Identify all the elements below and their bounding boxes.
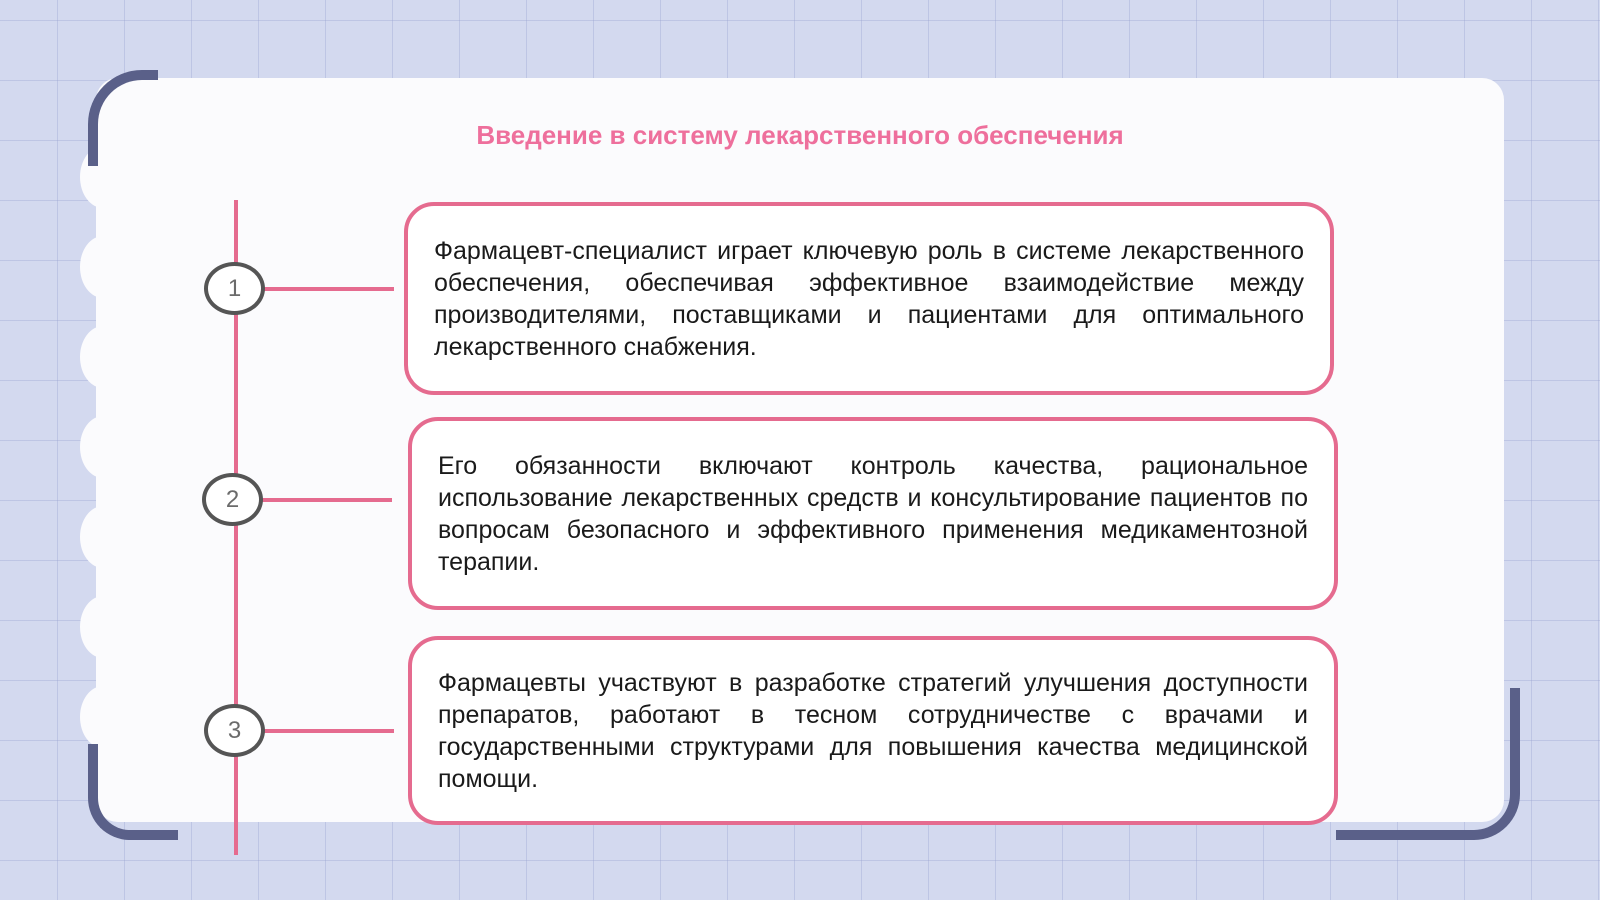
slide-title: Введение в систему лекарственного обеспечения <box>476 120 1124 150</box>
frame-corner-top-left <box>88 70 158 166</box>
step-number-2: 2 <box>202 473 263 526</box>
step-connector <box>264 729 394 733</box>
step-connector <box>262 498 392 502</box>
step-text-3: Фармацевты участвуют в разработке стратегий улучшения доступности препаратов, работают в тесном сотрудничестве с врачами и государственными структурами для повышения качества медицинской помощи. <box>438 668 1308 793</box>
step-text-1: Фармацевт-специалист играет ключевую роль в системе лекарственного обеспечения, обеспечивая эффективное взаимодействие между производителями, поставщиками и пациентами для оптимального лекарственного снабжения. <box>434 236 1304 361</box>
step-number-3: 3 <box>204 704 265 757</box>
card-edge-bump <box>80 326 126 388</box>
frame-corner-bottom-right <box>1336 688 1520 840</box>
card-edge-bump <box>80 236 126 298</box>
step-connector <box>264 287 394 291</box>
card-edge-bump <box>80 686 126 748</box>
step-number-1: 1 <box>204 262 265 315</box>
card-edge-bump <box>80 596 126 658</box>
card-edge-bump <box>80 506 126 568</box>
step-text-2: Его обязанности включают контроль качества, рациональное использование лекарственных средств и консультирование пациентов по вопросам безопасного и эффективного применения медикаментозной терапии. <box>438 451 1308 576</box>
card-edge-bump <box>80 416 126 478</box>
step-box-3 <box>408 636 1338 825</box>
step-box-1 <box>404 202 1334 395</box>
step-box-2 <box>408 417 1338 610</box>
frame-corner-bottom-left <box>88 744 178 840</box>
